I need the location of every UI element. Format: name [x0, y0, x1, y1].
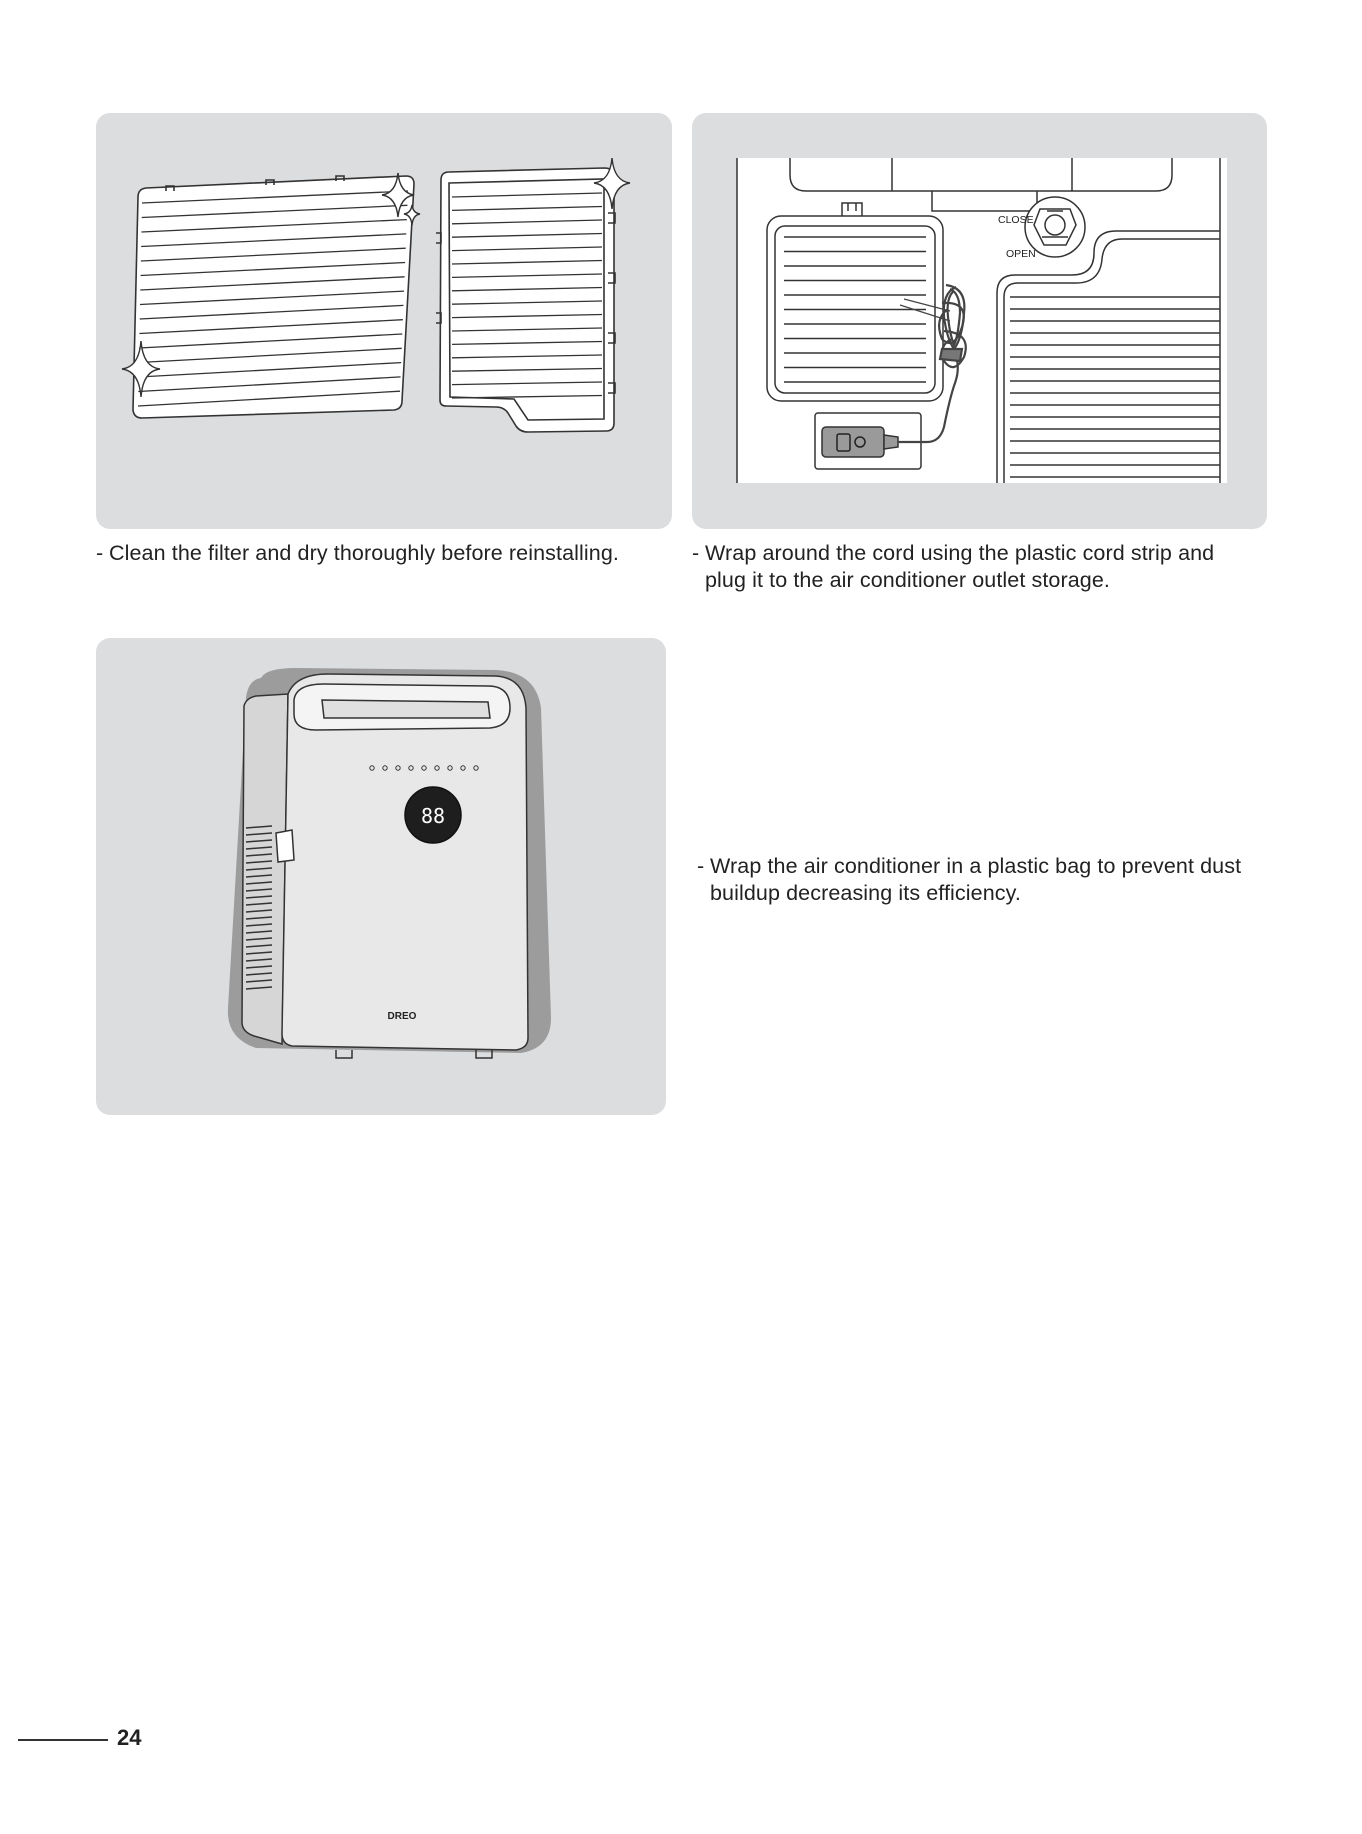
- display-digits: 88: [420, 804, 446, 828]
- filter-caption-text: Clean the filter and dry thoroughly before reinstalling.: [109, 541, 619, 565]
- cord-storage-illustration-panel: [692, 113, 1267, 529]
- air-conditioner-illustration-panel: [96, 638, 666, 1115]
- filter-caption-dash: -: [96, 541, 104, 565]
- cord-caption: [692, 540, 1272, 594]
- open-label: OPEN: [1006, 248, 1036, 260]
- filter-right: [436, 168, 615, 432]
- bag-caption-line2: buildup decreasing its efficiency.: [710, 881, 1021, 905]
- page-number: 24: [117, 1725, 142, 1750]
- cord-caption-line2: plug it to the air conditioner outlet storage.: [705, 568, 1110, 592]
- footer-rule: [18, 1739, 108, 1741]
- bag-caption-dash: -: [697, 854, 705, 878]
- filter-caption: [96, 540, 676, 567]
- filter-illustration-panel: [96, 113, 672, 529]
- close-label: CLOSE: [998, 214, 1034, 226]
- brand-logo: DREO: [387, 1011, 417, 1022]
- air-conditioner-illustration: [96, 638, 666, 1115]
- bag-caption-line1: Wrap the air conditioner in a plastic bag to prevent dust: [710, 854, 1242, 878]
- cord-caption-dash: -: [692, 541, 700, 565]
- filter-left: [133, 176, 414, 418]
- bag-caption: [697, 853, 1277, 907]
- filters-illustration: [96, 113, 672, 529]
- cord-storage-illustration: [692, 113, 1267, 529]
- cord-caption-line1: Wrap around the cord using the plastic cord strip and: [705, 541, 1215, 565]
